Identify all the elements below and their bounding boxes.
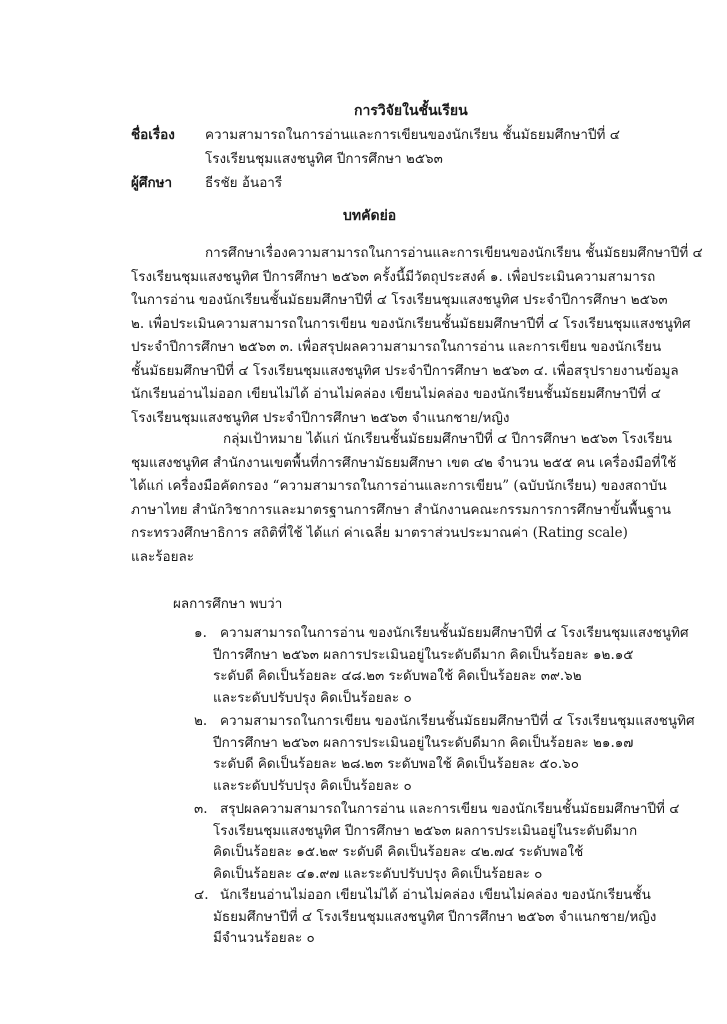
results-heading: ผลการศึกษา พบว่า <box>173 596 283 612</box>
result-line: ความสามารถในการเขียน ของนักเรียนชั้นมัธยมศึกษาปีที่ ๔ โรงเรียนชุมแสงชนูทิศ <box>220 713 695 729</box>
title-label: ชื่อเรื่อง <box>131 127 175 143</box>
result-line: คิดเป็นร้อยละ ๔๑.๙๗ และระดับปรับปรุง คิดเป็นร้อยละ ๐ <box>213 865 543 882</box>
result-line: และระดับปรับปรุง คิดเป็นร้อยละ ๐ <box>213 689 412 706</box>
abstract-line: การศึกษาเรื่องความสามารถในการอ่านและการเขียนของนักเรียน ชั้นมัธยมศึกษาปีที่ ๔ <box>205 245 703 261</box>
result-line: และระดับปรับปรุง คิดเป็นร้อยละ ๐ <box>213 777 412 794</box>
result-number: ๒. <box>194 713 208 729</box>
result-line: ความสามารถในการอ่าน ของนักเรียนชั้นมัธยมศึกษาปีที่ ๔ โรงเรียนชุมแสงชนูทิศ <box>220 625 689 641</box>
result-line: ปีการศึกษา ๒๕๖๓ ผลการประเมินอยู่ในระดับดีมาก คิดเป็นร้อยละ ๑๒.๑๕ <box>213 646 634 663</box>
abstract-line: ชุมแสงชนูทิศ สำนักงานเขตพื้นที่การศึกษามัธยมศึกษา เขต ๔๒ จำนวน ๒๕๕ คน เครื่องมือที่ใช้ <box>131 454 677 471</box>
abstract-line: ชั้นมัธยมศึกษาปีที่ ๔ โรงเรียนชุมแสงชนูทิศ ประจำปีการศึกษา ๒๕๖๓ ๔. เพื่อสรุปรายงานข้อมูล <box>131 362 679 379</box>
abstract-line: ภาษาไทย สำนักวิชาการและมาตรฐานการศึกษา สำนักงานคณะกรรมการการศึกษาขั้นพื้นฐาน <box>131 501 671 518</box>
result-line: มัธยมศึกษาปีที่ ๔ โรงเรียนชุมแสงชนูทิศ ปีการศึกษา ๒๕๖๓ จำแนกชาย/หญิง <box>213 908 657 925</box>
document-header: การวิจัยในชั้นเรียน <box>354 103 468 119</box>
abstract-line: ประจำปีการศึกษา ๒๕๖๓ ๓. เพื่อสรุปผลความสามารถในการอ่าน และการเขียน ของนักเรียน <box>131 339 662 355</box>
result-line: มีจำนวนร้อยละ ๐ <box>213 930 315 946</box>
abstract-line: ในการอ่าน ของนักเรียนชั้นมัธยมศึกษาปีที่ ๔ โรงเรียนชุมแสงชนูทิศ ประจำปีการศึกษา ๒๕๖๓ <box>131 292 668 308</box>
author-label: ผู้ศึกษา <box>131 175 173 191</box>
abstract-line: กระทรวงศึกษาธิการ สถิติที่ใช้ ได้แก่ ค่าเฉลี่ย มาตราส่วนประมาณค่า (Rating scale) <box>131 525 628 541</box>
result-line: โรงเรียนชุมแสงชนูทิศ ปีการศึกษา ๒๕๖๓ ผลการประเมินอยู่ในระดับดีมาก <box>213 822 638 839</box>
abstract-line: นักเรียนอ่านไม่ออก เขียนไม่ได้ อ่านไม่คล่อง เขียนไม่คล่อง ของนักเรียนชั้นมัธยมศึกษาปีที่ ๔ <box>131 386 661 402</box>
author-name: ธีรชัย อ้นอารี <box>205 175 283 191</box>
abstract-line: โรงเรียนชุมแสงชนูทิศ ประจำปีการศึกษา ๒๕๖๓ จำแนกชาย/หญิง <box>131 409 510 426</box>
title-line-1: ความสามารถในการอ่านและการเขียนของนักเรียน ชั้นมัธยมศึกษาปีที่ ๔ <box>205 127 620 143</box>
abstract-line: โรงเรียนชุมแสงชนูทิศ ปีการศึกษา ๒๕๖๓ ครั้งนี้มีวัตถุประสงค์ ๑. เพื่อประเมินความสามารถ <box>131 268 656 285</box>
result-line: คิดเป็นร้อยละ ๑๕.๒๙ ระดับดี คิดเป็นร้อยละ ๔๒.๗๔ ระดับพอใช้ <box>213 844 584 860</box>
abstract-line: กลุ่มเป้าหมาย ได้แก่ นักเรียนชั้นมัธยมศึกษาปีที่ ๔ ปีการศึกษา ๒๕๖๓ โรงเรียน <box>223 431 673 447</box>
result-line: นักเรียนอ่านไม่ออก เขียนไม่ได้ อ่านไม่คล่อง เขียนไม่คล่อง ของนักเรียนชั้น <box>220 887 651 903</box>
abstract-line: ๒. เพื่อประเมินความสามารถในการเขียน ของนักเรียนชั้นมัธยมศึกษาปีที่ ๔ โรงเรียนชุมแสงชนูทิศ <box>131 315 691 332</box>
result-line: ระดับดี คิดเป็นร้อยละ ๒๘.๒๓ ระดับพอใช้ คิดเป็นร้อยละ ๕๐.๖๐ <box>213 756 579 772</box>
result-number: ๑. <box>194 625 207 641</box>
title-line-2: โรงเรียนชุมแสงชนูทิศ ปีการศึกษา ๒๕๖๓ <box>205 151 443 167</box>
result-line: ระดับดี คิดเป็นร้อยละ ๔๘.๒๓ ระดับพอใช้ คิดเป็นร้อยละ ๓๙.๖๒ <box>213 668 582 684</box>
result-number: ๓. <box>194 801 208 817</box>
result-line: ปีการศึกษา ๒๕๖๓ ผลการประเมินอยู่ในระดับดีมาก คิดเป็นร้อยละ ๒๑.๑๗ <box>213 734 634 751</box>
abstract-line: และร้อยละ <box>131 548 195 565</box>
result-number: ๔. <box>194 887 209 903</box>
result-line: สรุปผลความสามารถในการอ่าน และการเขียน ของนักเรียนชั้นมัธยมศึกษาปีที่ ๔ <box>220 801 680 817</box>
abstract-line: ได้แก่ เครื่องมือคัดกรอง “ความสามารถในการอ่านและการเขียน” (ฉบับนักเรียน) ของสถาบัน <box>131 478 667 494</box>
abstract-heading: บทคัดย่อ <box>343 208 397 224</box>
